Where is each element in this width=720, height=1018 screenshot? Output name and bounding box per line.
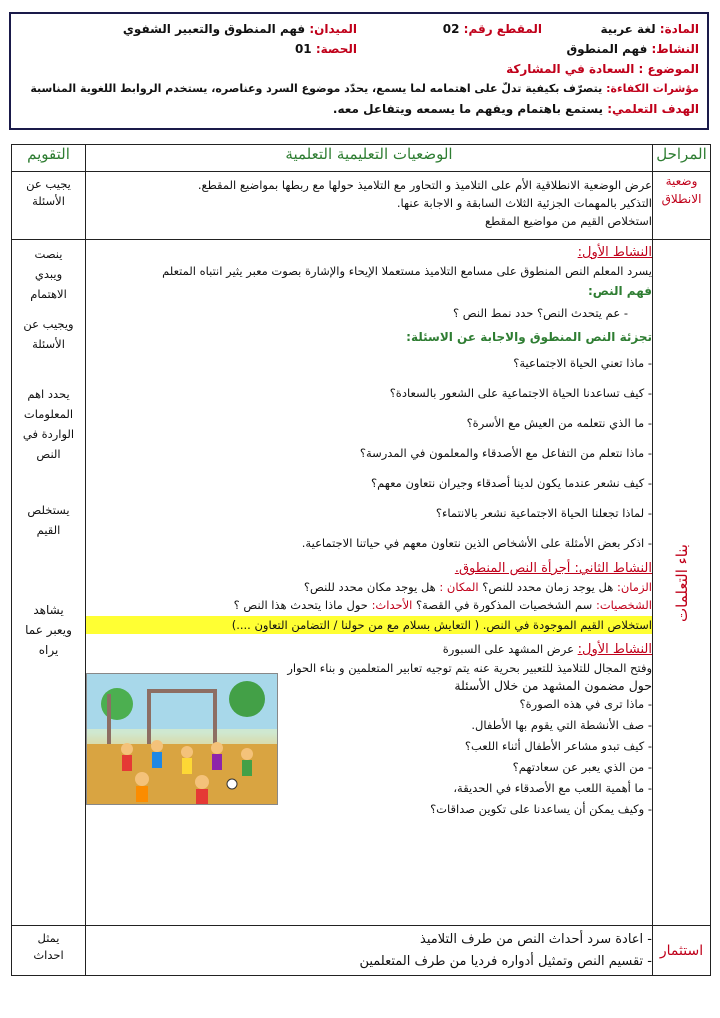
evaluation-cell: [12, 926, 86, 976]
question-item: - ماذا تعني الحياة الاجتماعية؟: [513, 356, 652, 370]
evaluation-text: يستخلص القيم: [27, 503, 70, 537]
list-item: - ماذا ترى في هذه الصورة؟: [519, 697, 652, 711]
evaluation-text: يشاهد ويعبر عما يراه: [25, 603, 72, 657]
lesson-table: [11, 144, 711, 976]
question-item: - عم يتحدث النص؟ حدد نمط النص ؟: [453, 306, 628, 320]
text-line: التذكير بالمهمات الجزئية الثلاث السابقة و الاجابة عنها.: [396, 196, 652, 210]
question-item: - ما الذي نتعلمه من العيش مع الأسرة؟: [466, 416, 652, 430]
question-item: - لماذا تجعلنا الحياة الاجتماعية نشعر بالانتماء؟: [435, 506, 652, 520]
section-title: تجزئة النص المنطوق والاجابة عن الاسئلة:: [406, 330, 652, 344]
playground-scene-image: [86, 673, 278, 805]
time-place-line: الزمان: هل يوجد زمان محدد للنص؟ المكان : هل يوجد مكان محدد للنص؟: [303, 580, 652, 594]
subject-line: المادة: لغة عربية: [600, 22, 699, 36]
section-title: فهم النص:: [587, 284, 652, 298]
stage-label: وضعية الانطلاق: [661, 174, 702, 206]
table-row: [12, 926, 711, 976]
activity-line: النشاط: فهم المنطوق: [566, 42, 699, 56]
text-line: استخلاص القيم من مواضيع المقطع: [484, 214, 652, 228]
list-item: - ما أهمية اللعب مع الأصدقاء في الحديقة،: [453, 781, 652, 795]
question-item: - ماذا نتعلم من التفاعل مع الأصدقاء والمعلمون في المدرسة؟: [359, 446, 652, 460]
values-highlight: استخلاص القيم الموجودة في النص. ( التعايش بسلام مع من حولنا / التضامن التعاون ....): [86, 616, 652, 634]
list-item: - كيف تبدو مشاعر الأطفال أثناء اللعب؟: [464, 739, 652, 753]
text-line: حول مضمون المشهد من خلال الأسئلة: [454, 678, 652, 693]
stages-header: المراحل: [653, 145, 711, 172]
text-line: عرض الوضعية الانطلاقية الأم على التلاميذ و التحاور مع التلاميذ حولها مع ربطها بمواضيع المقطع.: [197, 178, 652, 192]
stage-cell: [653, 240, 711, 926]
evaluation-text: ينصت ويبدي الاهتمام: [30, 247, 67, 301]
field-line: الميدان: فهم المنطوق والتعبير الشفوي: [122, 22, 357, 36]
list-item: - من الذي يعبر عن سعادتهم؟: [512, 760, 652, 774]
activity-title: النشاط الثاني: أجرأة النص المنطوق.: [454, 561, 652, 576]
situation-cell: [86, 926, 653, 976]
question-item: - كيف نشعر عندما يكون لدينا أصدقاء وجيران نتعاون معهم؟: [371, 476, 652, 490]
list-item: - وكيف يمكن أن يساعدنا على تكوين صداقات؟: [430, 802, 652, 816]
evaluation-cell: [12, 240, 86, 926]
indicators-line: مؤشرات الكفاءة: يتصرّف بكيفية تدلّ على اهتمامه لما يسمع، يحدّد موضوع السرد وعناصره، يستخدم الروابط اللغوية المناسبة: [30, 82, 699, 95]
text-line: - اعادة سرد أحداث النص من طرف التلاميذ: [420, 932, 652, 947]
question-item: - كيف تساعدنا الحياة الاجتماعية على الشعور بالسعادة؟: [389, 386, 652, 400]
table-row: [12, 240, 711, 926]
situation-cell: [86, 172, 653, 240]
stage-cell: [653, 926, 711, 976]
evaluation-cell: [12, 172, 86, 240]
table-header-row: [12, 145, 711, 172]
lesson-header: [9, 12, 709, 130]
session-line: الحصة: 01: [294, 42, 357, 56]
text-line: وفتح المجال للتلاميذ للتعبير بحرية عنه يتم توجيه تعابير المتعلمين و بناء الحوار: [287, 661, 652, 675]
evaluation-text: ويجيب عن الأسئلة: [23, 317, 74, 351]
scene-title-line: النشاط الأول: عرض المشهد على السبورة: [442, 642, 652, 657]
stage-label: استثمار: [659, 942, 704, 959]
evaluation-text: يمثل احداث: [33, 931, 64, 962]
goal-line: الهدف التعلمي: يستمع باهتمام ويفهم ما يسمعه ويتفاعل معه.: [332, 102, 699, 116]
evaluation-text: يجيب عن الأسئلة: [26, 177, 71, 208]
text-line: - تقسيم النص وتمثيل أدواره فرديا من طرف المتعلمين: [359, 954, 652, 969]
topic-line: الموضوع : السعادة في المشاركة: [506, 62, 699, 76]
table-row: [12, 172, 711, 240]
question-item: - اذكر بعض الأمثلة على الأشخاص الذين نتعاون معهم في حياتنا الاجتماعية.: [301, 536, 652, 550]
stage-label: بناء التعلمات: [672, 543, 691, 622]
list-item: - صف الأنشطة التي يقوم بها الأطفال.: [471, 718, 652, 732]
unit-line: المقطع رقم: 02: [442, 22, 542, 36]
text-line: يسرد المعلم النص المنطوق على مسامع التلاميذ مستعملا الإيحاء والإشارة بصوت معبر يثير انتباه المتعلم: [162, 264, 652, 278]
activity-title: النشاط الأول:: [577, 245, 652, 260]
situations-header: الوضعيات التعليمية التعلمية: [86, 145, 653, 172]
characters-events-line: الشخصيات: سم الشخصيات المذكورة في القصة؟ الأحداث: حول ماذا يتحدث هذا النص ؟: [233, 598, 652, 612]
situation-cell: [86, 240, 653, 926]
stage-cell: [653, 172, 711, 240]
evaluation-text: يحدد اهم المعلومات الواردة في النص: [22, 387, 75, 461]
evaluation-header: التقويم: [12, 145, 86, 172]
scene-block: [86, 695, 652, 818]
scene-questions: [282, 695, 652, 818]
children-playing-illustration: [87, 674, 277, 804]
